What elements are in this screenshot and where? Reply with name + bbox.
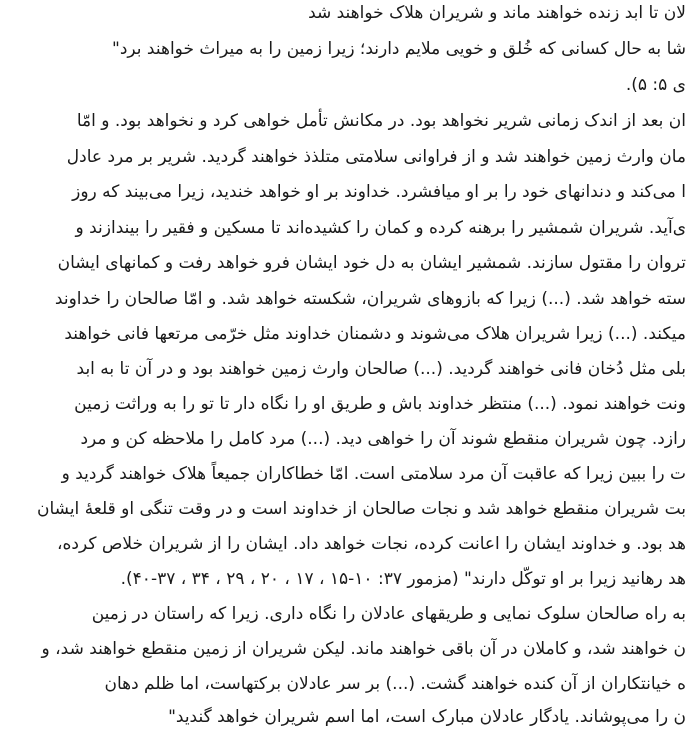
text-line: به راه صالحان سلوک نمایی و طریقهای عادلان را نگاه داری. زیرا که راستان در زمین [92,599,686,629]
text-line: رازد. چون شریران منقطع شوند آن را خواهی دید. (...) مرد کامل را ملاحظه کن و مرد [80,424,686,454]
text-line: ونت خواهند نمود. (...) منتظر خداوند باش و طریق او را نگاه دار تا تو را به وراثت زمین [74,389,686,419]
text-line: هد بود. و خداوند ایشان را اعانت کرده، نجات خواهد داد. ایشان را از شریران خلاص کرده، [57,529,686,559]
text-line: هد رهانید زیرا بر او توکّل دارند" (مزمور ۳۷: ۱۰-۱۵ ، ۱۷ ، ۲۰ ، ۲۹ ، ۳۴ ، ۳۷-۴۰). [121,564,686,594]
text-line: میکند. (...) زیرا شریران هلاک می‌شوند و دشمنان خداوند مثل خرّمی مرتعها فانی خواهند [64,319,686,349]
text-line: مان وارث زمین خواهند شد و از فراوانی سلامتی متلذذ خواهند گردید. شریر بر مرد عادل [67,142,686,172]
text-line: ت را ببین زیرا که عاقبت آن مرد سلامتی است. امّا خطاکاران جمیعاً هلاک خواهند گردید و [62,459,686,489]
text-line: شا به حال کسانی که خُلق و خویی ملایم دارند؛ زیرا زمین را به میراث خواهند برد" [112,34,686,64]
text-line: سته خواهد شد. (...) زیرا که بازوهای شریران، شکسته خواهد شد. و امّا صالحان را خداوند [55,284,686,314]
text-line: ا می‌کند و دندانهای خود را بر او میافشرد. خداوند بر او خواهد خندید، زیرا می‌بیند که روز [72,177,686,207]
text-line: ی‌آید. شریران شمشیر را برهنه کرده و کمان را کشیده‌اند تا مسکین و فقیر را بیندازند و [76,213,686,243]
text-line: ی ۵: ۵). [626,70,686,100]
text-line: لان تا ابد زنده خواهند ماند و شریران هلاک خواهند شد [308,0,686,28]
text-line: ان بعد از اندک زمانی شریر نخواهد بود. در مکانش تأمل خواهی کرد و نخواهد بود. و امّا [77,106,686,136]
text-line: بت شریران منقطع خواهد شد و نجات صالحان از خداوند است و در وقت تنگی او قلعهٔ ایشان [37,494,686,524]
text-line: ه خیانتکاران از آن کنده خواهند گشت. (...) بر سر عادلان برکتهاست، اما ظلم دهان [104,669,686,699]
text-line: بلی مثل دُخان فانی خواهند گردید. (...) صالحان وارث زمین خواهند بود و در آن تا به ابد [77,354,686,384]
text-line: ن را می‌پوشاند. یادگار عادلان مبارک است، اما اسم شریران خواهد گندید" [168,702,686,732]
text-line: ن خواهند شد، و کاملان در آن باقی خواهند ماند. لیکن شریران از زمین منقطع خواهند شد، و [42,634,686,664]
text-line: تروان را مقتول سازند. شمشیر ایشان به دل خود ایشان فرو خواهد رفت و کمانهای ایشان [58,248,686,278]
